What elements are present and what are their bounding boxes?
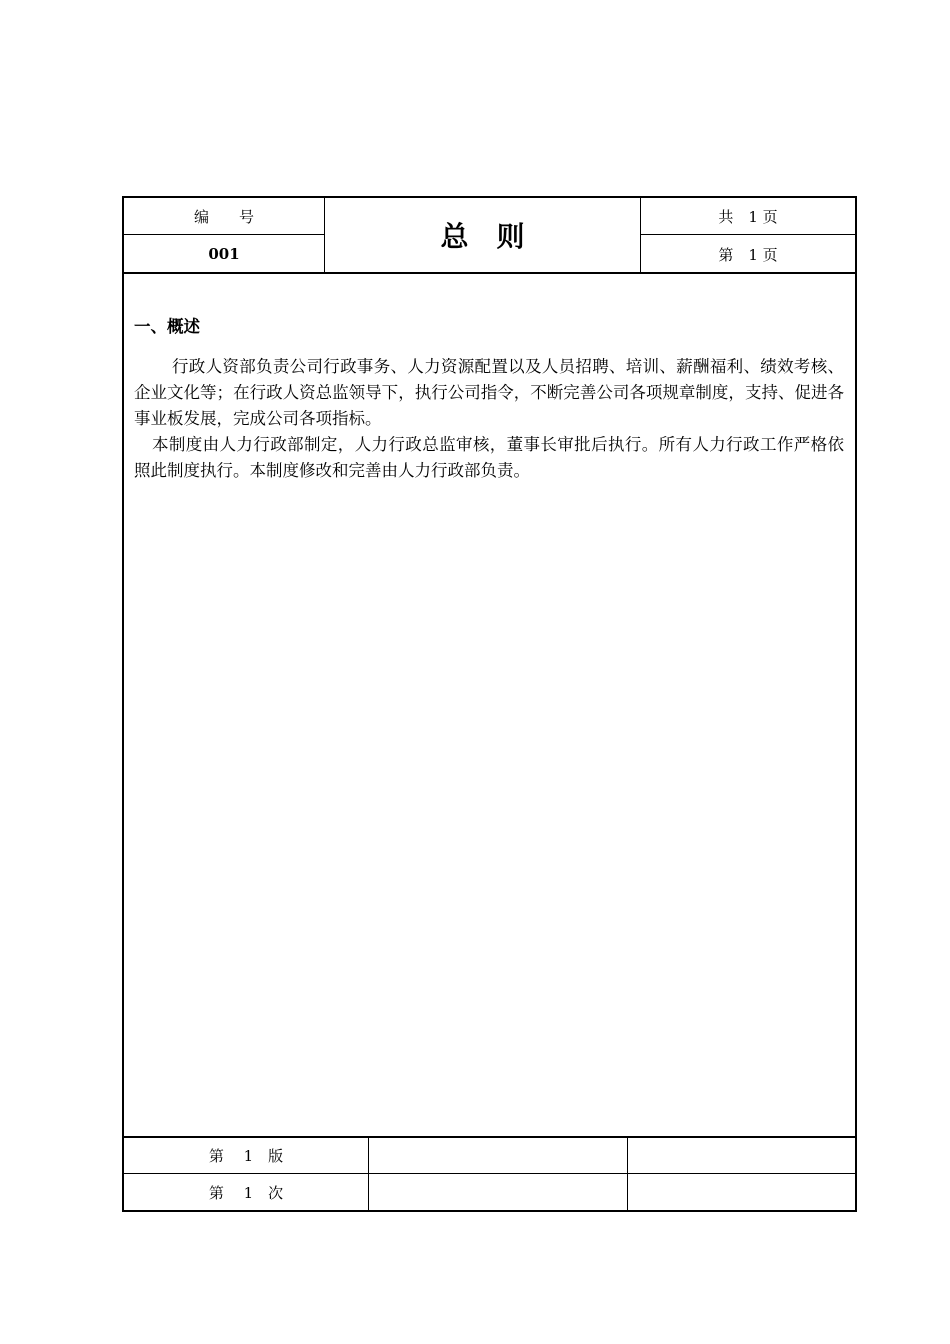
footer-blank-cell bbox=[369, 1174, 627, 1210]
number-label: 编 号 bbox=[193, 207, 254, 226]
paragraph: 本制度由人力行政部制定，人力行政总监审核，董事长审批后执行。所有人力行政工作严格依照此制度执行。本制度修改和完善由人力行政部负责。 bbox=[134, 435, 844, 480]
footer-blank-cell bbox=[628, 1138, 855, 1173]
footer-blank-cell bbox=[369, 1138, 627, 1173]
footer-blank-cell bbox=[628, 1174, 855, 1210]
revision-label: 第 1 次 bbox=[208, 1183, 284, 1202]
edition-label: 第 1 版 bbox=[208, 1147, 284, 1165]
current-page: 第 1 页 bbox=[718, 245, 778, 264]
document-form bbox=[122, 196, 857, 1212]
footer-table bbox=[124, 1136, 855, 1210]
section-heading: 一、概述 bbox=[134, 317, 200, 336]
content-body bbox=[134, 314, 844, 484]
number-value: 001 bbox=[208, 245, 240, 263]
page-title: 总则 bbox=[440, 220, 553, 253]
paragraph: 行政人资部负责公司行政事务、人力资源配置以及人员招聘、培训、薪酬福利、绩效考核、企业文化等；在行政人资总监领导下，执行公司指令，不断完善公司各项规章制度，支持、促进各事业板发展，完成公司各项指标。 bbox=[134, 357, 844, 428]
total-pages: 共 1 页 bbox=[718, 207, 778, 226]
header-table bbox=[124, 198, 855, 274]
